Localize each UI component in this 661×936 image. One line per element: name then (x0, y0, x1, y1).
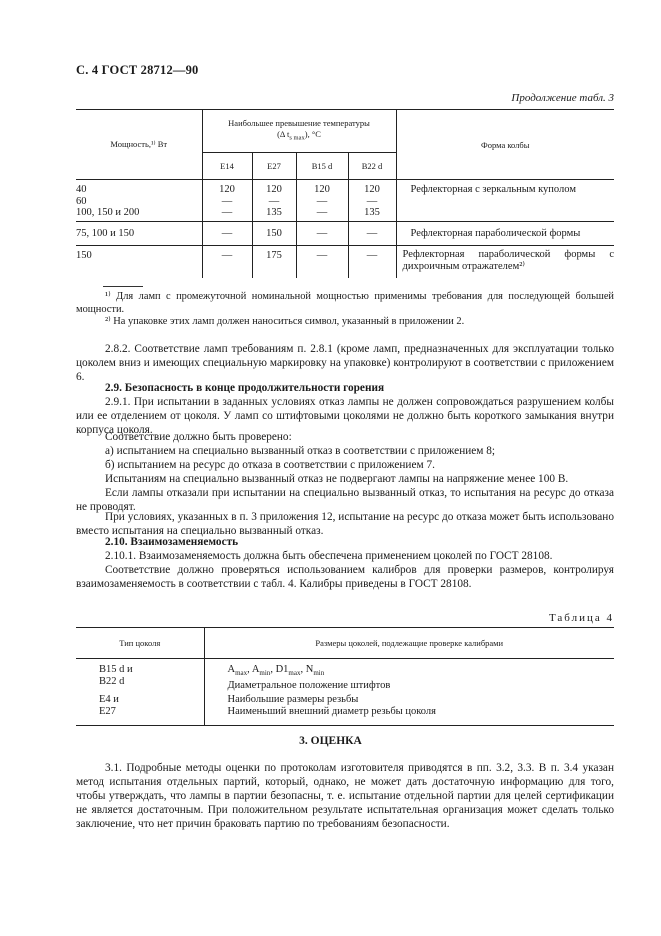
paragraph-2-9-1: 2.9.1. При испытании в заданных условиях отказ лампы не должен сопровождаться разрушением колбы или ее отделением от цоколя. У ламп со штифтовыми цоколями не должно быть короткого замыкания внутри корпуса цоколя. (76, 396, 614, 436)
paragraph-conditions: При условиях, указанных в п. 3 приложения 12, испытание на ресурс до отказа может быть использовано вместо испытания на специально вызванный отказ. (76, 511, 614, 537)
footnote-1: ¹⁾ Для ламп с промежуточной номинальной мощностью применимы требования для последующей большей мощности. (76, 291, 614, 315)
table-continuation-label: Продолжение табл. 3 (511, 92, 614, 104)
col-header-bulb-shape: Форма колбы (396, 110, 614, 180)
shape-cell: Рефлекторная с зеркальным куполом (396, 180, 614, 222)
col-header-power: Мощность,¹⁾ Вт (110, 139, 168, 149)
footnote-2: ²⁾ На упаковке этих ламп должен наноситься символ, указанный в приложении 2. (105, 316, 465, 327)
paragraph-test: Испытаниям на специально вызванный отказ не подвергают лампы на напряжение менее 100 В. (105, 473, 569, 485)
table-4-caption: Таблица 4 (548, 612, 614, 624)
table-row: 40 60 100, 150 и 200 120 — — 120 — 135 120 — — 120 — 135 Рефлекторная с зеркальным куполом (76, 180, 614, 222)
paragraph-3-1: 3.1. Подробные методы оценки по протоколам изготовителя приводятся в пп. 3.2, 3.3. В п. 3.4 указан метод испытания отдельных партий, который, однако, не может дать достаточную информацию для того, чтобы утверждать, что лампы в партии безопасны, т. е. испытание отдельной партии для целей сертификации не является достаточным. При положительном результате испытательная организация может сделать только заключение, что нет причин браковать партию по требованиям безопасности. (76, 762, 614, 830)
paragraph-calibers: Соответствие должно проверяться использованием калибров для проверки размеров, контролируя взаимозаменяемость в соответствии с табл. 4. Калибры приведены в ГОСТ 28108. (76, 564, 614, 590)
subcol-e27: E27 (252, 153, 296, 180)
table-row: E4 и E27 Наибольшие размеры резьбы Наименьший внешний диаметр резьбы цоколя (76, 691, 614, 725)
heading-2-10: 2.10. Взаимозаменяемость (105, 536, 239, 548)
list-item-b: б) испытанием на ресурс до отказа в соответствии с приложением 7. (105, 459, 435, 471)
col-header-dimensions: Размеры цоколей, подлежащие проверке калибрами (204, 628, 614, 659)
paragraph-2-8-2: 2.8.2. Соответствие ламп требованиям п. 2.8.1 (кроме ламп, предназначенных для эксплуатации только цоколем вниз и имеющих специальную маркировку на упаковке) контролируют в соответствии с приложением 6. (76, 343, 614, 383)
table-3 (76, 109, 614, 278)
paragraph-fail: Если лампы отказали при испытании на специально вызванный отказ, то испытания на ресурс до отказа не проводят. (76, 487, 614, 513)
page-header: С. 4 ГОСТ 28712—90 (76, 63, 199, 77)
heading-2-9: 2.9. Безопасность в конце продолжительности горения (105, 382, 385, 394)
section-3-title: 3. ОЦЕНКА (299, 735, 362, 747)
list-item-a: а) испытанием на специально вызванный отказ в соответствии с приложением 8; (105, 445, 496, 457)
table-row: B15 d и B22 d $A_{max}$, $A_{min}$, $D1_{max}$, $N_{min}$ Диаметральное положение штифтов (76, 659, 614, 692)
table-row: 150 — 175 — — Рефлекторная параболической формы с дихроичным отражателем²⁾ (76, 246, 614, 278)
table-row: 75, 100 и 150 — 150 — — Рефлекторная параболической формы (76, 222, 614, 246)
subcol-e14: E14 (202, 153, 252, 180)
subcol-b22d: B22 d (348, 153, 396, 180)
subcol-b15d: B15 d (296, 153, 348, 180)
table-4 (76, 627, 614, 726)
footnote-rule (103, 286, 143, 287)
col-header-temperature: Наибольшее превышение температуры (Δ $t_{s max}$), °С (202, 110, 396, 153)
power-cell: 40 60 100, 150 и 200 (76, 184, 140, 218)
paragraph-check: Соответствие должно быть проверено: (105, 431, 292, 443)
col-header-base-type: Тип цоколя (119, 638, 161, 648)
paragraph-2-10-1: 2.10.1. Взаимозаменяемость должна быть обеспечена применением цоколей по ГОСТ 28108. (105, 550, 553, 562)
